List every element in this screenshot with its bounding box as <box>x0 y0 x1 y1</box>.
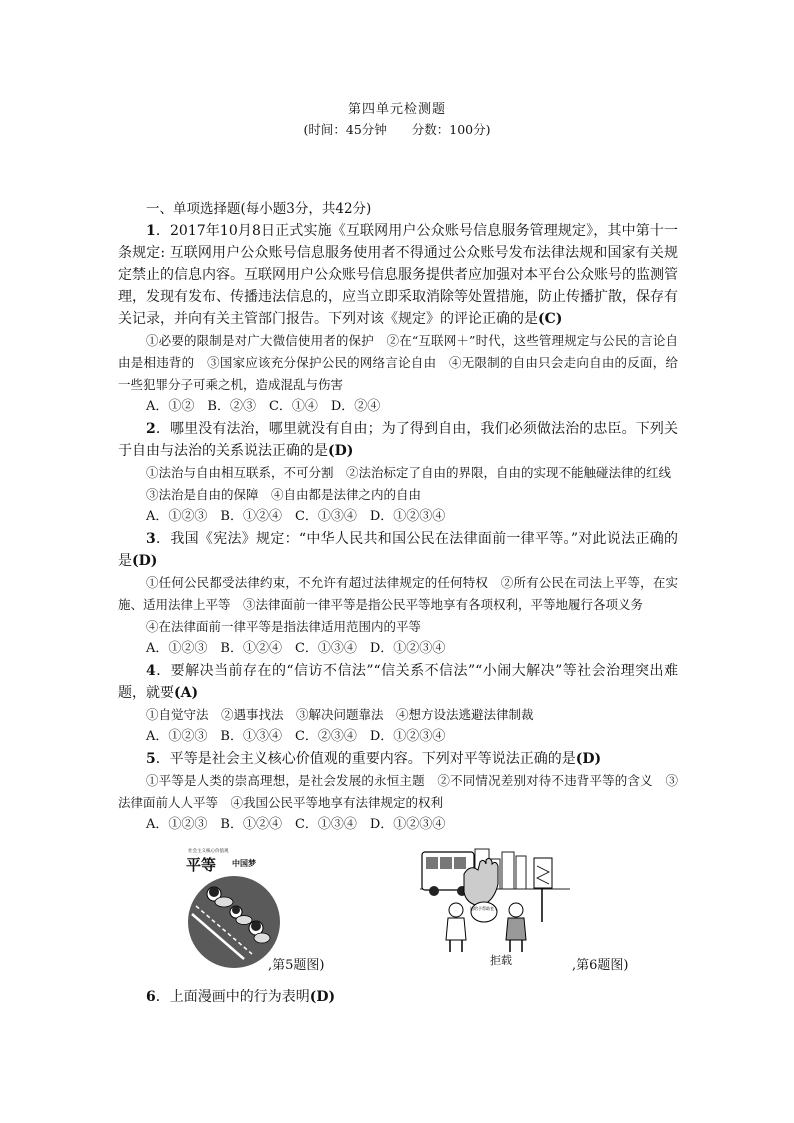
question-number: 4 <box>146 663 156 679</box>
question-options: ①任何公民都受法律约束，不允许有超过法律规定的任何特权 ②所有公民在司法上平等，在实施、适用法律上平等 ③法律面前一律平等是指公民平等地享有各项权利，平等地履行各项义务 <box>118 575 678 612</box>
question-options: ①法治与自由相互联系，不可分割 ②法治标定了自由的界限，自由的实现不能触碰法律的红线 <box>146 465 672 480</box>
exam-content <box>118 198 678 1008</box>
question-stem: ．平等是社会主义核心价值观的重要内容。下列对平等说法正确的是 <box>155 751 576 767</box>
question-choices: A．①②③ B．①③④ C．②③④ D．①②③④ <box>146 729 446 744</box>
question-answer: (D) <box>328 443 354 459</box>
question-number: 1 <box>146 223 156 239</box>
fig5-small-text: 中国梦 <box>232 859 256 868</box>
question-choices: A．①②③ B．①②④ C．①③④ D．①②③④ <box>146 641 446 656</box>
question-4 <box>118 660 678 704</box>
page-title: 第四单元检测题 <box>347 102 446 117</box>
question-number: 2 <box>146 421 156 437</box>
fig6-second-figure <box>506 903 526 952</box>
question-options: ①必要的限制是对广大微信使用者的保护 ②在“互联网＋”时代，这些管理规定与公民的言论自由是相违背的 ③国家应该充分保护公民的网络言论自由 ④无限制的自由只会走向自由的反面，给一些犯罪分子可乘之机，造成混乱与伤害 <box>118 333 678 392</box>
question-choices: A．①② B．②③ C．①④ D．②④ <box>146 399 381 414</box>
figure-6-caption: ,第6题图) <box>572 958 629 973</box>
question-number: 3 <box>146 531 156 547</box>
page-subtitle: (时间：45分钟 分数：100分) <box>303 122 491 137</box>
question-answer: (D) <box>575 751 602 767</box>
question-options: ③法治是自由的保障 ④自由都是法律之内的自由 <box>146 487 422 502</box>
fig6-bus-stop-sign <box>534 858 552 922</box>
question-stem: ．要解决当前存在的“信访不信法”“信关系不信法”“小闹大解决”等社会治理突出难题，就要 <box>118 663 678 701</box>
question-number: 5 <box>146 751 156 767</box>
question-answer: (D) <box>309 989 336 1005</box>
fig5-big-text: 平等 <box>186 856 217 874</box>
question-6 <box>118 986 678 1008</box>
question-options: ①自觉守法 ②遇事找法 ③解决问题靠法 ④想方设法逃避法律制裁 <box>146 707 534 722</box>
question-2 <box>118 418 678 462</box>
fig6-placard-text: 请给予帮助老人 <box>470 906 498 911</box>
question-answer: (C) <box>538 311 563 327</box>
question-options: ④在法律面前一律平等是指法律适用范围内的平等 <box>146 619 422 634</box>
section-heading: 一、单项选择题(每小题3分，共42分) <box>146 201 372 217</box>
question-answer: (A) <box>174 685 199 701</box>
question-5 <box>118 748 678 770</box>
question-1 <box>118 220 678 330</box>
figure-5-caption: ,第5题图) <box>268 958 325 973</box>
fig5-header-text: 社会主义核心价值观 <box>188 849 229 854</box>
question-number: 6 <box>146 989 156 1005</box>
question-stem: ．我国《宪法》规定：“中华人民共和国公民在法律面前一律平等。”对此说法正确的是 <box>118 531 678 569</box>
fig6-placard <box>470 902 498 922</box>
fig6-elderly-figure <box>446 903 466 952</box>
figure-6-label: 拒载 <box>490 954 512 967</box>
question-answer: (D) <box>132 553 158 569</box>
question-choices: A．①②③ B．①②④ C．①③④ D．①②③④ <box>146 509 446 524</box>
question-stem: ．上面漫画中的行为表明 <box>155 989 310 1005</box>
question-3 <box>118 528 678 572</box>
figure-6-cartoon <box>420 844 570 959</box>
question-options: ①平等是人类的崇高理想，是社会发展的永恒主题 ②不同情况差别对待不违背平等的含义 ③法律面前人人平等 ④我国公民平等地享有法律规定的权利 <box>118 773 678 810</box>
question-choices: A．①②③ B．①②④ C．①③④ D．①②③④ <box>146 817 446 832</box>
question-stem: ．2017年10月8日正式实施《互联网用户公众账号信息服务管理规定》，其中第十一条规定: 互联网用户公众账号信息服务使用者不得通过公众账号发布法律法规和国家有关规定禁止的信息内容。互联网用户公众账号信息服务提供者应加强对本平台公众账号的监测管理，发现有发布、传播违法信息的，应当立即采取消除等处置措施，防止传播扩散，保存有关记录，并向有关主管部门报告。下列对该《规定》的评论正确的是 <box>118 223 678 327</box>
question-stem: ．哪里没有法治，哪里就没有自由；为了得到自由，我们必须做法治的忠臣。下列关于自由与法治的关系说法正确的是 <box>118 421 678 459</box>
figures-row <box>118 844 678 974</box>
